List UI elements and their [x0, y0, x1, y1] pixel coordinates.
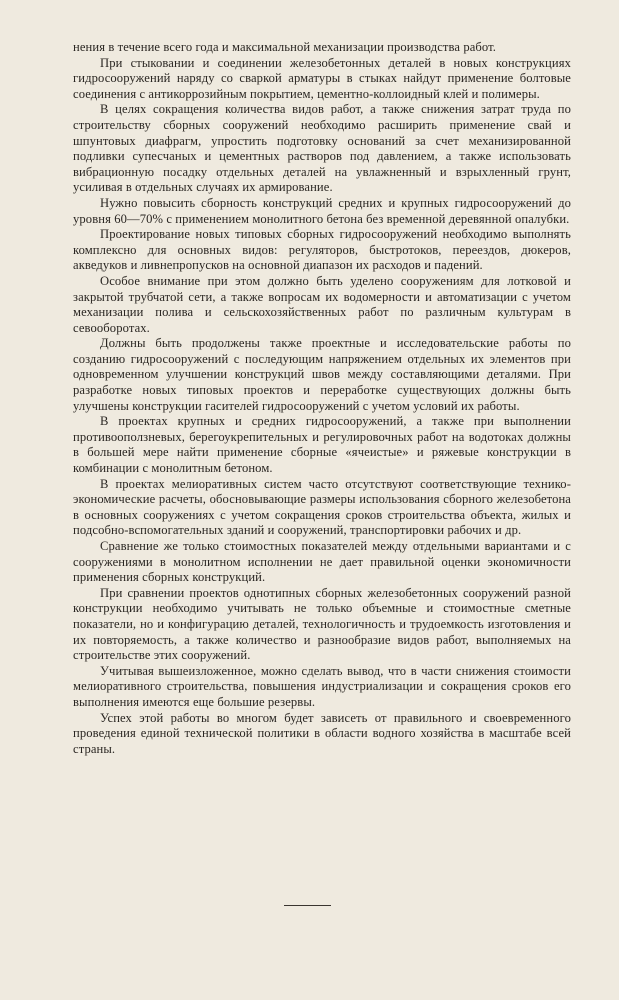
paragraph-continuation: нения в течение всего года и максимальной механизации производства работ.: [73, 40, 497, 54]
paragraph: При стыковании и соединении железобетонных деталей в новых конструкциях гидросооружений наряду со сваркой арматуры в стыках найдут применение болтовые соединения с антикоррозийным покрытием, цементно-коллоидный клей и полимеры.: [73, 55, 571, 101]
paragraph: Учитывая вышеизложенное, можно сделать вывод, что в части снижения стоимости мелиоративного строительства, повышения индустриализации и сокращения сроков его выполнения имеются еще большие резервы.: [73, 663, 571, 709]
paragraph: Нужно повысить сборность конструкций средних и крупных гидросооружений до уровня 60—70% с применением монолитного бетона без временной деревянной опалубки.: [73, 195, 571, 226]
body-text: [73, 40, 571, 757]
end-rule-divider: [284, 905, 331, 906]
paragraph: Должны быть продолжены также проектные и исследовательские работы по созданию гидросооружений с последующим напряжением отдельных их элементов при одновременном улучшении конструкций швов между составляющими деталями. При разработке новых типовых проектов и переработке существующих должны быть улучшены конструкции гасителей гидросооружений с учетом условий их работы.: [73, 336, 571, 413]
paragraph: Сравнение же только стоимостных показателей между отдельными вариантами и с сооружениями в монолитном исполнении не дает правильной оценки экономичности применения сборных конструкций.: [73, 539, 571, 585]
paragraph: В целях сокращения количества видов работ, а также снижения затрат труда по строительству сборных сооружений необходимо расширить применение свай и шпунтовых диафрагм, упростить подготовку оснований за счет механизированной подливки супесчаных и цементных растворов под давлением, а также использовать вибрационную посадку отдельных деталей на увлажненный и взрыхленный грунт, усиливая в отдельных случаях их армирование.: [73, 102, 571, 195]
paragraph: При сравнении проектов однотипных сборных железобетонных сооружений разной конструкции необходимо учитывать не только объемные и стоимостные сметные показатели, но и конфигурацию деталей, технологичность и трудоемкость изготовления и их повторяемость, а также количество и разнообразие видов работ, выполняемых на строительстве этих сооружений.: [73, 585, 571, 663]
paragraph: Особое внимание при этом должно быть уделено сооружениям для лотковой и закрытой трубчатой сети, а также вопросам их водомерности и автоматизации с учетом механизации полива и сельскохозяйственных работ по различным культурам в севооборотах.: [73, 273, 571, 335]
paragraph: Успех этой работы во многом будет зависеть от правильного и своевременного проведения единой технической политики в области водного хозяйства в масштабе всей страны.: [73, 710, 571, 756]
paragraph: В проектах крупных и средних гидросооружений, а также при выполнении противооползневых, берегоукрепительных и регулировочных работ на водотоках должны в большей мере найти применение сборные «ячеистые» и ряжевые конструкции в комбинации с монолитным бетоном.: [73, 414, 571, 476]
paragraph: В проектах мелиоративных систем часто отсутствуют соответствующие технико-экономические расчеты, обосновывающие размеры использования сборного железобетона в основных сооружениях с учетом сокращения сроков строительства объекта, жилых и подсобно-вспомогательных зданий и сооружений, транспортировки рабочих и др.: [73, 476, 571, 538]
paragraph: Проектирование новых типовых сборных гидросооружений необходимо выполнять комплексно для основных видов: регуляторов, быстротоков, переездов, дюкеров, акведуков и ливнепропусков на основной диапазон их расходов и падений.: [73, 227, 571, 273]
